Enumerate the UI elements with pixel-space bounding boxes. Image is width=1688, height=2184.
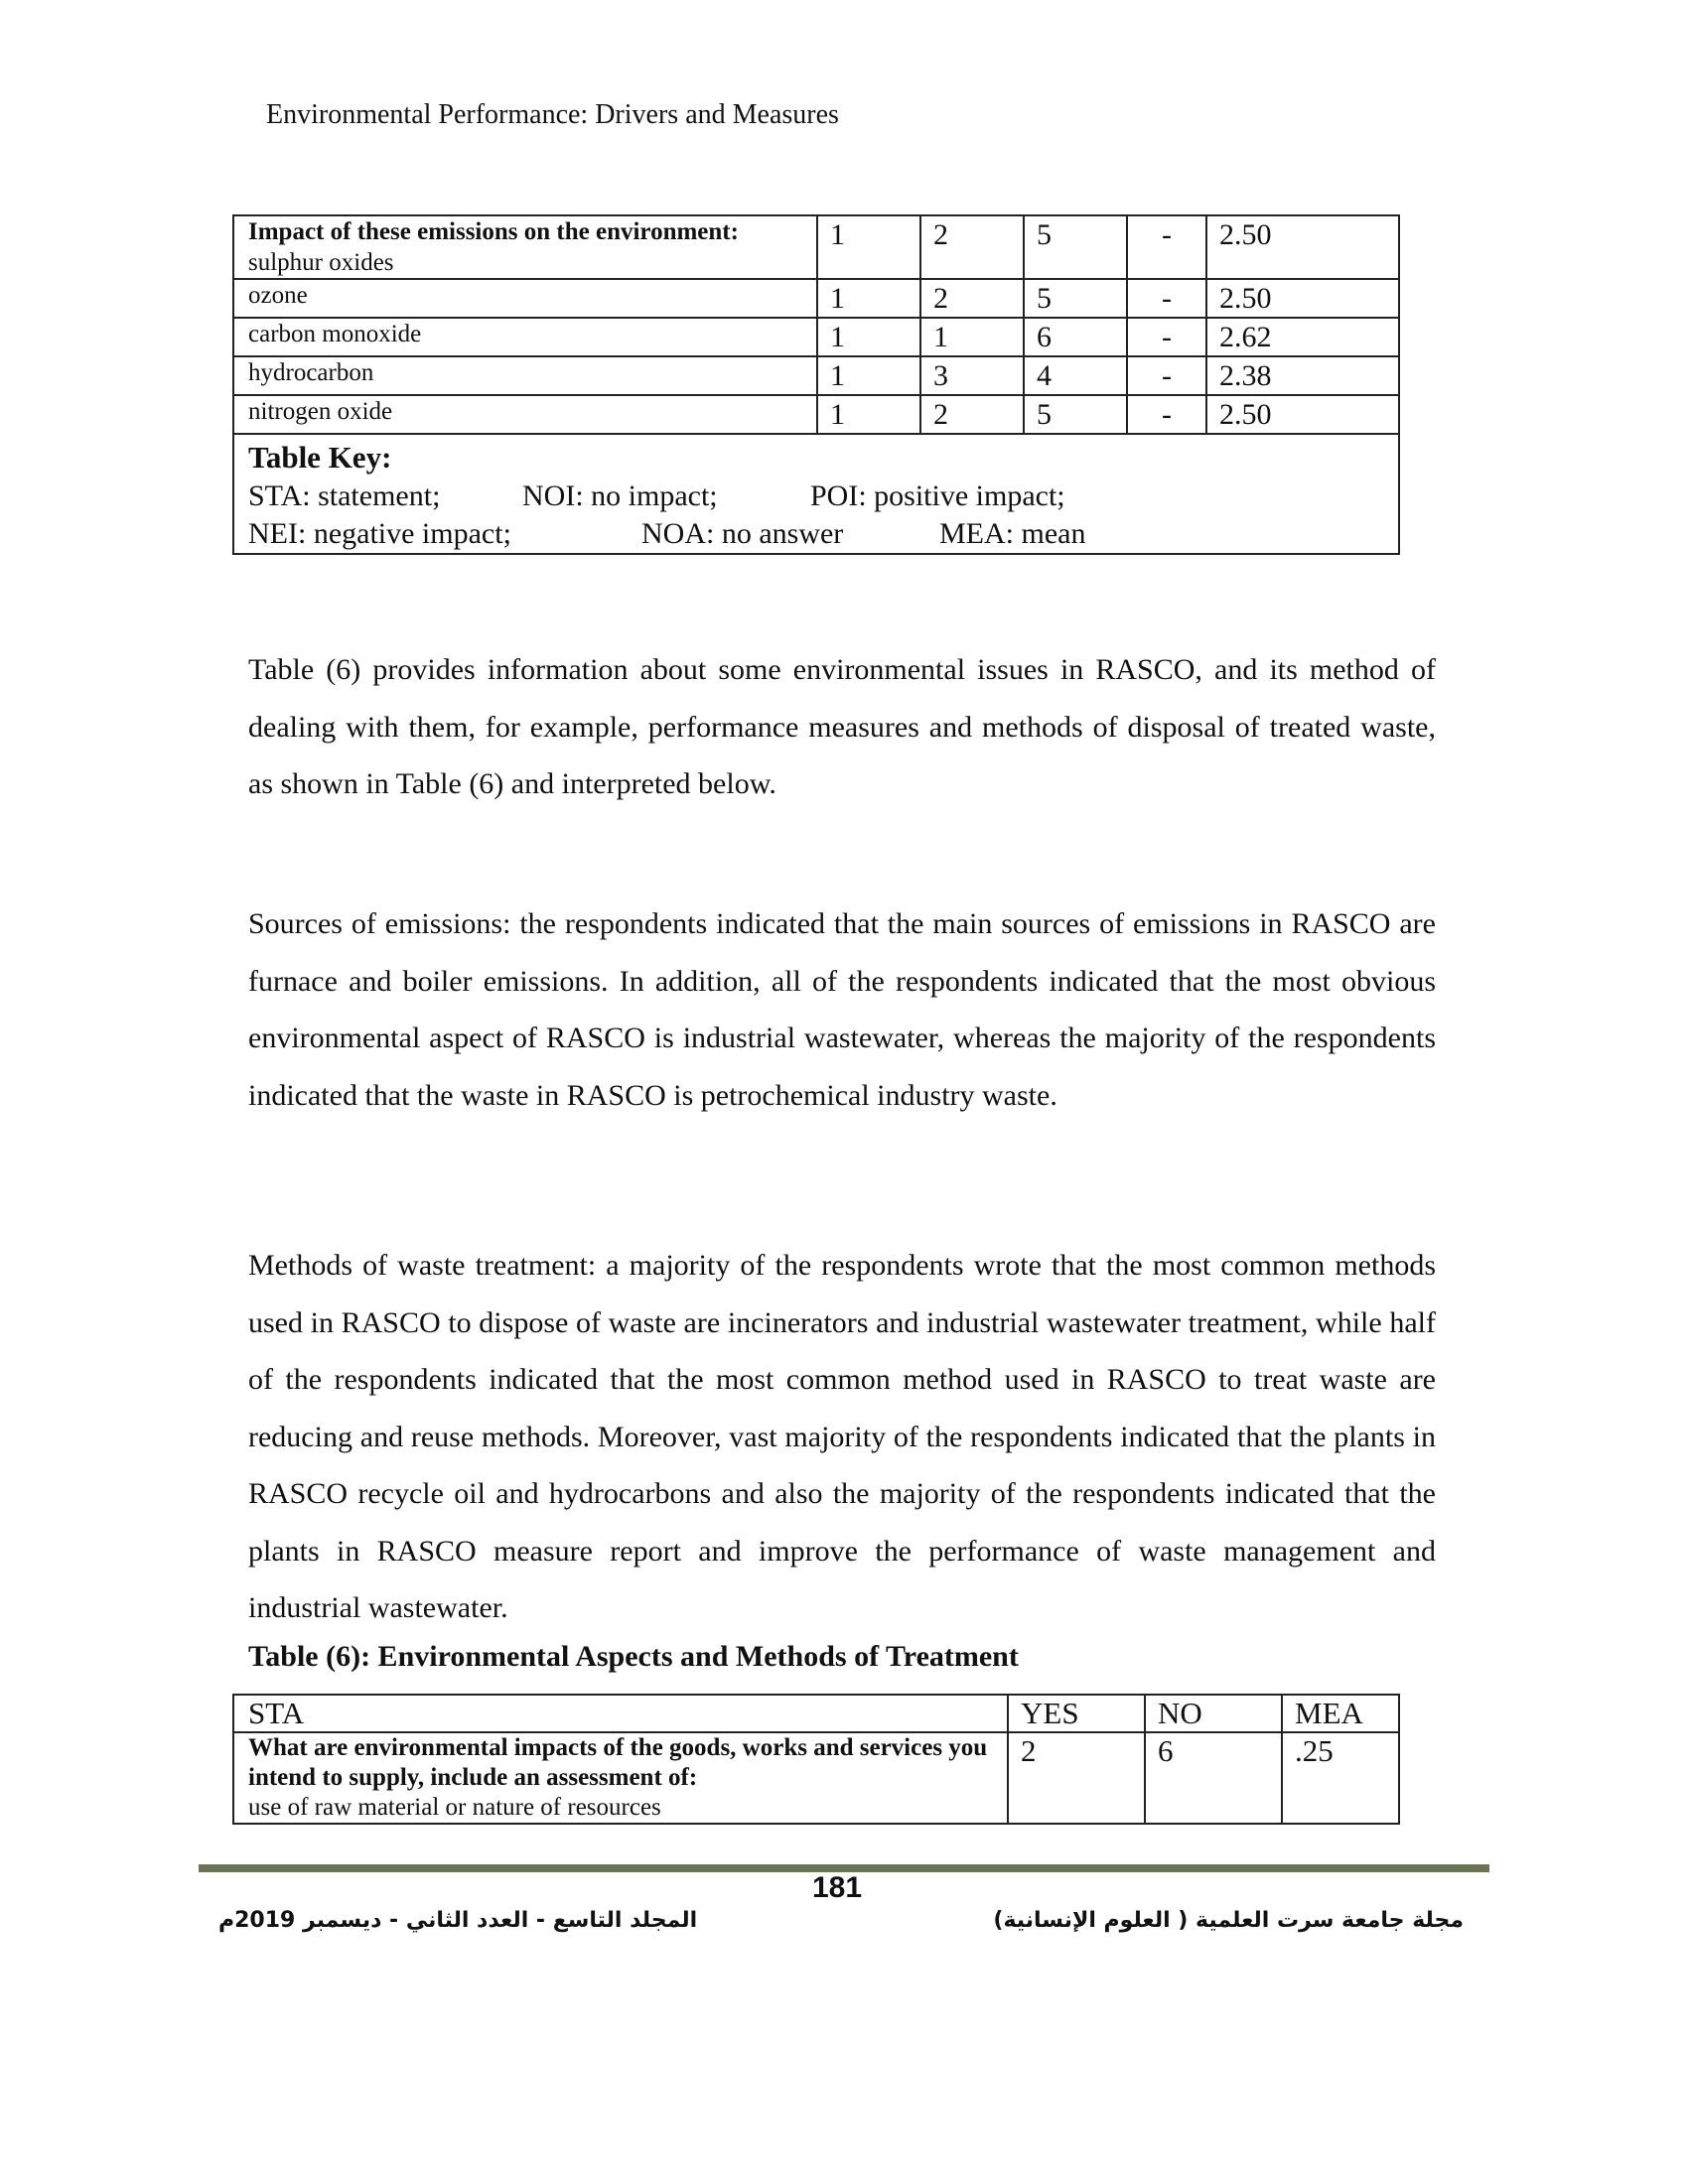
table-cell-statement: [233, 215, 817, 279]
table-cell: -: [1127, 356, 1206, 395]
table-cell: 2: [920, 215, 1024, 279]
table-row: [233, 215, 1399, 279]
table-cell: 6: [1145, 1732, 1282, 1824]
table-cell: 2.38: [1206, 356, 1399, 395]
table-row: [233, 318, 1399, 356]
table-header-row: [233, 1695, 1399, 1732]
table-cell: 2.50: [1206, 215, 1399, 279]
key-item: NOI: no impact;: [522, 479, 718, 512]
table-cell: 1: [817, 215, 920, 279]
table-cell-statement: hydrocarbon: [233, 356, 817, 395]
running-header: Environmental Performance: Drivers and Measures: [266, 99, 839, 130]
statement-item: use of raw material or nature of resources: [248, 1794, 661, 1821]
table-row: [233, 395, 1399, 434]
key-item: NEI: negative impact;: [248, 517, 511, 550]
table-cell: -: [1127, 215, 1206, 279]
table-cell: -: [1127, 395, 1206, 434]
table-cell-statement: [233, 1732, 1008, 1824]
table-cell: 1: [817, 279, 920, 318]
table-cell-statement: carbon monoxide: [233, 318, 817, 356]
page-number: 181: [812, 1871, 863, 1904]
column-header: STA: [233, 1695, 1008, 1732]
footer-journal-name: مجلة جامعة سرت العلمية ( العلوم الإنسانية): [993, 1908, 1464, 1933]
table-cell: 5: [1024, 395, 1127, 434]
key-item: STA: statement;: [248, 479, 441, 512]
table-key-row: [233, 434, 1399, 554]
table-cell: -: [1127, 318, 1206, 356]
statement-item: sulphur oxides: [248, 249, 394, 276]
table-cell: 1: [817, 318, 920, 356]
column-header: NO: [1145, 1695, 1282, 1732]
column-header: MEA: [1282, 1695, 1399, 1732]
table-cell-statement: nitrogen oxide: [233, 395, 817, 434]
key-item: MEA: mean: [939, 517, 1086, 550]
table-cell: 3: [920, 356, 1024, 395]
table-key-line: [248, 515, 1384, 553]
table-6-caption: Table (6): Environmental Aspects and Methods of Treatment: [248, 1640, 1019, 1673]
table-row: [233, 356, 1399, 395]
table-cell: 2: [1008, 1732, 1145, 1824]
table-cell: 1: [817, 356, 920, 395]
table-cell: 2.50: [1206, 395, 1399, 434]
table-cell-statement: ozone: [233, 279, 817, 318]
table-cell: 5: [1024, 215, 1127, 279]
table-row: [233, 1732, 1399, 1824]
key-item: NOA: no answer: [641, 517, 844, 550]
table-cell: 2: [920, 395, 1024, 434]
table-cell: 4: [1024, 356, 1127, 395]
table-cell: -: [1127, 279, 1206, 318]
column-header: YES: [1008, 1695, 1145, 1732]
table-cell: .25: [1282, 1732, 1399, 1824]
table-key-title: Table Key:: [248, 440, 392, 475]
table-cell: 1: [817, 395, 920, 434]
table-key: [233, 434, 1399, 554]
table-cell: 1: [920, 318, 1024, 356]
key-item: POI: positive impact;: [810, 479, 1065, 512]
footer-volume-info: المجلد التاسع - العدد الثاني - ديسمبر 2019م: [218, 1908, 698, 1933]
paragraph: Table (6) provides information about some environmental issues in RASCO, and its method of dealing with them, for example, performance measures and methods of disposal of treated waste, as shown in Table (6) and interpreted below.: [248, 653, 1436, 800]
table-5-emissions-impact: [232, 214, 1400, 555]
paragraph: Sources of emissions: the respondents indicated that the main sources of emissions in RASCO are furnace and boiler emissions. In addition, all of the respondents indicated that the most obvious environmental aspect of RASCO is industrial wastewater, whereas the majority of the respondents indicated that the waste in RASCO is petrochemical industry waste.: [248, 907, 1436, 1112]
table-cell: 6: [1024, 318, 1127, 356]
statement-heading: Impact of these emissions on the environment:: [248, 218, 739, 245]
table-row: [233, 279, 1399, 318]
paragraph: Methods of waste treatment: a majority of the respondents wrote that the most common methods used in RASCO to dispose of waste are incinerators and industrial wastewater treatment, while half of the respondents indicated that the most common method used in RASCO to treat waste are reducing and reuse methods. Moreover, vast majority of the respondents indicated that the plants in RASCO recycle oil and hydrocarbons and also the majority of the respondents indicated that the plants in RASCO measure report and improve the performance of waste management and industrial wastewater.: [248, 1249, 1436, 1624]
table-cell: 2.50: [1206, 279, 1399, 318]
table-key-line: [248, 478, 1384, 515]
table-cell: 2: [920, 279, 1024, 318]
table-6-environmental-aspects: [232, 1694, 1400, 1825]
table-cell: 2.62: [1206, 318, 1399, 356]
statement-heading: What are environmental impacts of the goods, works and services you intend to supply, include an assessment of:: [248, 1734, 988, 1791]
table-cell: 5: [1024, 279, 1127, 318]
